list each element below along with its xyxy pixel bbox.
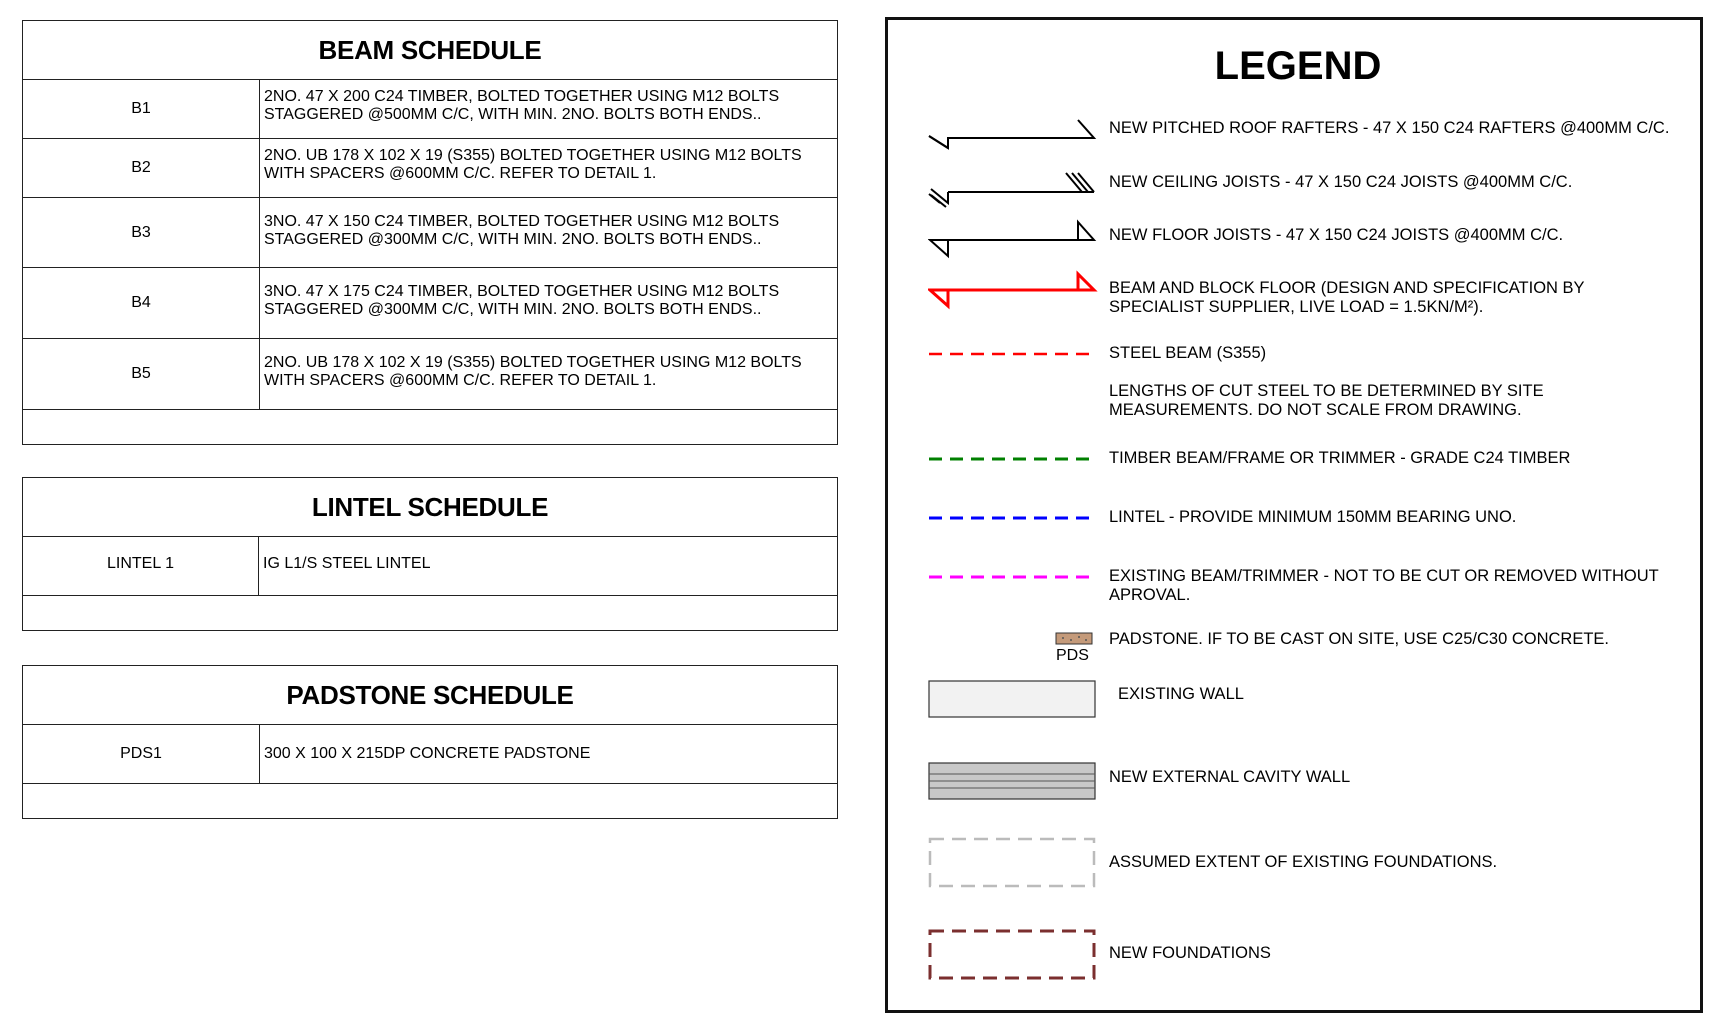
legend-label-existing-foundations: ASSUMED EXTENT OF EXISTING FOUNDATIONS. <box>1109 853 1498 871</box>
steel-beam-line-icon <box>928 350 1098 358</box>
legend-label-existing-wall: EXISTING WALL <box>1118 685 1244 703</box>
legend-label-ceiling-joists: NEW CEILING JOISTS - 47 X 150 C24 JOISTS @400MM C/C. <box>1109 173 1573 191</box>
lintel-line-icon <box>928 514 1098 522</box>
legend-label-steel-beam: STEEL BEAM (S355) <box>1109 344 1267 362</box>
lintel-schedule-table <box>22 477 838 631</box>
legend-label-existing-beam: EXISTING BEAM/TRIMMER - NOT TO BE CUT OR REMOVED WITHOUT APROVAL. <box>1109 567 1659 604</box>
beam-mark: B2 <box>23 139 260 197</box>
padstone-mark: PDS1 <box>23 725 260 783</box>
beam-mark: B5 <box>23 339 260 409</box>
beam-block-floor-arrow-icon <box>928 270 1098 315</box>
beam-description: 2NO. UB 178 X 102 X 19 (S355) BOLTED TOGETHER USING M12 BOLTS WITH SPACERS @600MM C/C. REFER TO DETAIL 1. <box>264 147 802 182</box>
legend-note-cut-steel: LENGTHS OF CUT STEEL TO BE DETERMINED BY SITE MEASUREMENTS. DO NOT SCALE FROM DRAWING. <box>1109 382 1544 419</box>
padstone-description: 300 X 100 X 215DP CONCRETE PADSTONE <box>264 745 591 762</box>
legend-label-lintel: LINTEL - PROVIDE MINIMUM 150MM BEARING UNO. <box>1109 508 1517 526</box>
table-row <box>23 268 837 339</box>
blank-row <box>23 784 837 818</box>
legend-label-padstone: PADSTONE. IF TO BE CAST ON SITE, USE C25/C30 CONCRETE. <box>1109 630 1610 648</box>
legend-label-new-foundations: NEW FOUNDATIONS <box>1109 944 1271 962</box>
existing-foundation-icon <box>928 837 1098 889</box>
timber-beam-line-icon <box>928 455 1098 463</box>
lintel-schedule-title: LINTEL SCHEDULE <box>23 478 837 537</box>
legend-label-timber-beam: TIMBER BEAM/FRAME OR TRIMMER - GRADE C24 TIMBER <box>1109 449 1571 467</box>
beam-schedule-table <box>22 20 838 445</box>
lintel-description: IG L1/S STEEL LINTEL <box>263 555 431 572</box>
existing-wall-icon <box>928 680 1098 720</box>
padstone-schedule-title: PADSTONE SCHEDULE <box>23 666 837 725</box>
beam-description: 3NO. 47 X 175 C24 TIMBER, BOLTED TOGETHER USING M12 BOLTS STAGGERED @300MM C/C, WITH MIN. 2NO. BOLTS BOTH ENDS.. <box>264 283 780 318</box>
beam-schedule-title: BEAM SCHEDULE <box>23 21 837 80</box>
existing-beam-line-icon <box>928 573 1098 581</box>
table-row <box>23 80 837 139</box>
floor-joist-arrow-icon <box>928 218 1098 263</box>
beam-description: 3NO. 47 X 150 C24 TIMBER, BOLTED TOGETHER USING M12 BOLTS STAGGERED @300MM C/C, WITH MIN. 2NO. BOLTS BOTH ENDS.. <box>264 213 780 248</box>
cavity-wall-icon <box>928 762 1098 802</box>
padstone-icon <box>1055 632 1095 646</box>
beam-mark: B1 <box>23 80 260 138</box>
blank-row <box>23 596 837 630</box>
table-row <box>23 139 837 198</box>
table-row <box>23 725 837 784</box>
table-row <box>23 339 837 410</box>
beam-description: 2NO. UB 178 X 102 X 19 (S355) BOLTED TOGETHER USING M12 BOLTS WITH SPACERS @600MM C/C. REFER TO DETAIL 1. <box>264 354 802 389</box>
legend-label-floor-joists: NEW FLOOR JOISTS - 47 X 150 C24 JOISTS @400MM C/C. <box>1109 226 1564 244</box>
legend-panel <box>885 17 1703 1013</box>
ceiling-joist-arrow-icon <box>928 165 1098 210</box>
legend-label-cavity-wall: NEW EXTERNAL CAVITY WALL <box>1109 768 1351 786</box>
blank-row <box>23 410 837 444</box>
legend-title: LEGEND <box>1214 44 1382 88</box>
beam-mark: B4 <box>23 268 260 338</box>
rafter-arrow-icon <box>928 110 1098 150</box>
beam-description: 2NO. 47 X 200 C24 TIMBER, BOLTED TOGETHER USING M12 BOLTS STAGGERED @500MM C/C, WITH MIN. 2NO. BOLTS BOTH ENDS.. <box>264 88 780 123</box>
legend-label-beam-block-floor: BEAM AND BLOCK FLOOR (DESIGN AND SPECIFICATION BY SPECIALIST SUPPLIER, LIVE LOAD = 1.5KN/M²). <box>1109 279 1585 316</box>
padstone-schedule-table <box>22 665 838 819</box>
beam-mark: B3 <box>23 198 260 267</box>
table-row <box>23 537 837 596</box>
padstone-symbol-label: PDS <box>1056 647 1089 664</box>
legend-label-rafters: NEW PITCHED ROOF RAFTERS - 47 X 150 C24 RAFTERS @400MM C/C. <box>1109 119 1670 137</box>
lintel-mark: LINTEL 1 <box>23 537 259 595</box>
table-row <box>23 198 837 268</box>
new-foundation-icon <box>928 929 1098 981</box>
